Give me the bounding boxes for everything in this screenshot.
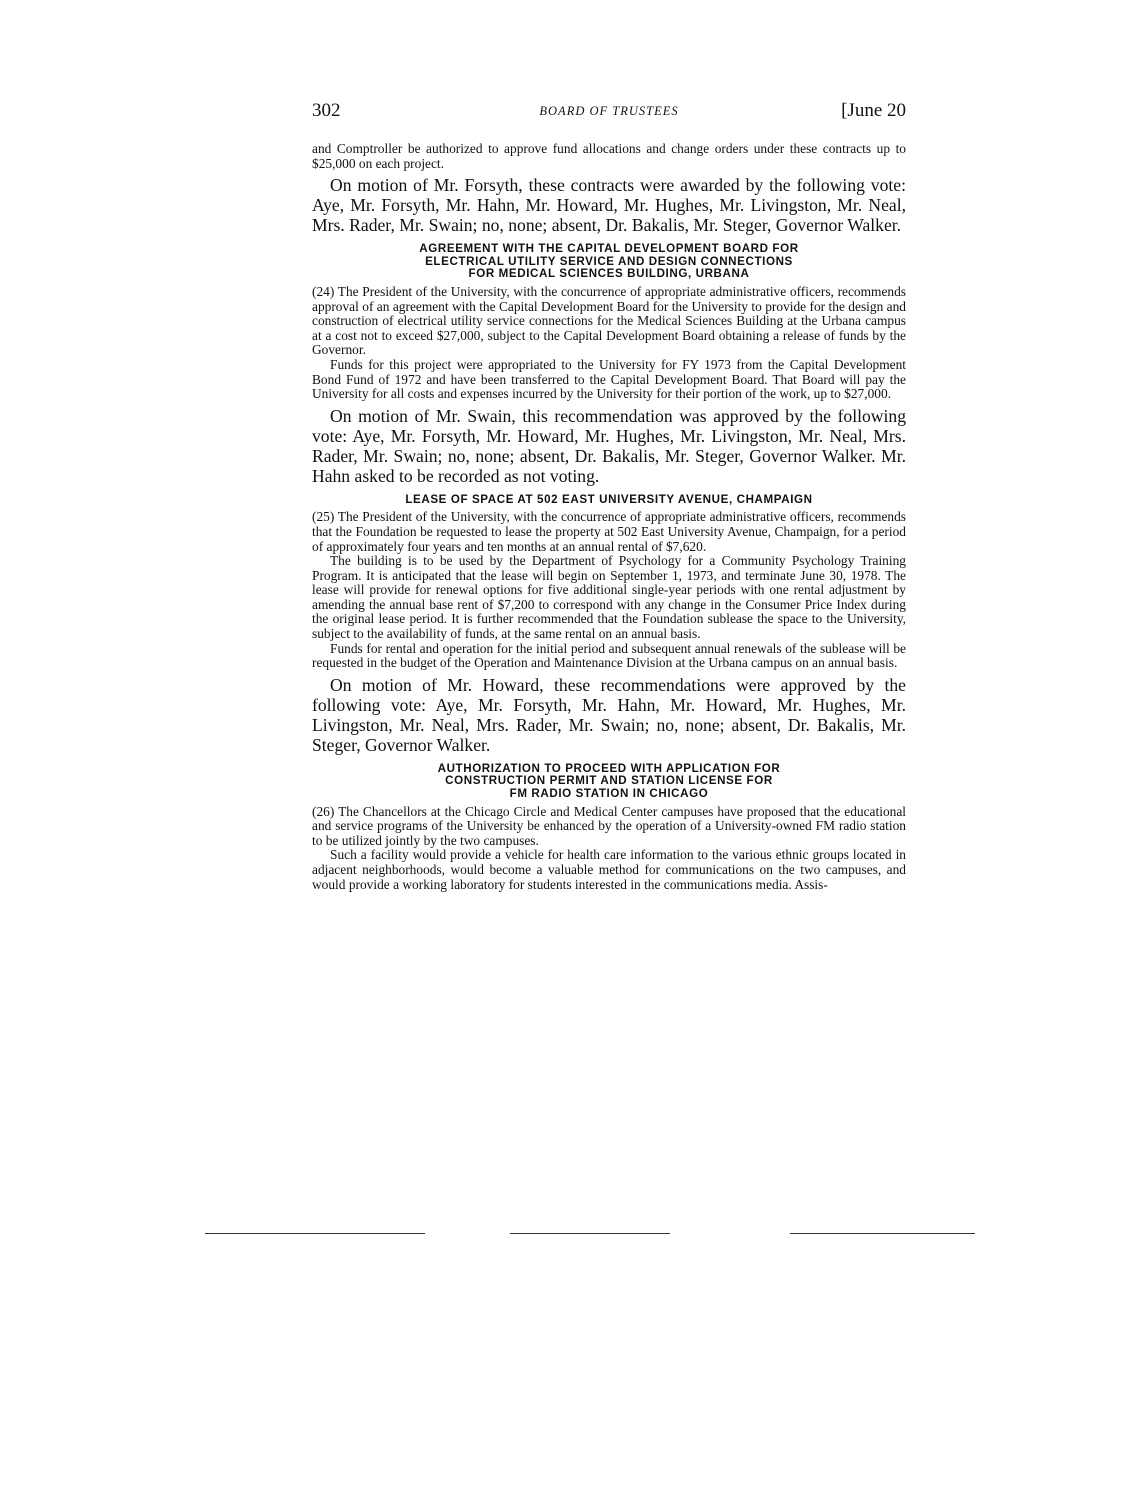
motion-paragraph-swain: On motion of Mr. Swain, this recommendation was approved by the following vote: Aye, Mr. Forsyth, Mr. Howard, Mr. Hughes, Mr. Livingston, Mr. Neal, Mrs. Rader, Mr. Swain; no, none; absent, Dr. Bakalis, Mr. Steger, Governor Walker. Mr. Hahn asked to be recorded as not voting. <box>312 405 906 486</box>
item-26-facility-paragraph: Such a facility would provide a vehicle for health care information to the various ethnic groups located in adjacent neighborhoods, would become a valuable method for communications on the two campuses, and would provide a working laboratory for students interested in the communications media. Assis- <box>312 847 906 892</box>
item-24-funds-paragraph: Funds for this project were appropriated to the University for FY 1973 from the Capital Development Bond Fund of 1972 and have been transferred to the Capital Development Board. That Board will pay the University for all costs and expenses incurred by the University for their portion of the work, up to $27,000. <box>312 356 906 402</box>
page-number: 302 <box>312 100 341 121</box>
heading-line: AUTHORIZATION TO PROCEED WITH APPLICATION FOR <box>437 761 781 775</box>
heading-line: FM RADIO STATION IN CHICAGO <box>509 787 709 801</box>
header-date: [June 20 <box>841 100 906 121</box>
rule-segment <box>510 1233 670 1234</box>
section-heading-26 <box>312 763 906 801</box>
heading-line: CONSTRUCTION PERMIT AND STATION LICENSE FOR <box>445 774 773 788</box>
heading-line: AGREEMENT WITH THE CAPITAL DEVELOPMENT BOARD FOR <box>419 242 799 256</box>
heading-line: ELECTRICAL UTILITY SERVICE AND DESIGN CONNECTIONS <box>425 254 793 268</box>
rule-segment <box>205 1233 425 1234</box>
continuation-paragraph: and Comptroller be authorized to approve fund allocations and change orders under these contracts up to $25,000 on each project. <box>312 141 906 171</box>
section-heading-24 <box>312 243 906 281</box>
heading-line: FOR MEDICAL SCIENCES BUILDING, URBANA <box>468 267 750 281</box>
scan-footer-rules <box>205 1233 975 1239</box>
item-25-paragraph: (25) The President of the University, with the concurrence of appropriate administrative officers, recommends that the Foundation be requested to lease the property at 502 East University Avenue, Champaign, for a period of approximately four years and ten months at an annual rental of $7,620. <box>312 509 906 554</box>
item-24-paragraph: (24) The President of the University, with the concurrence of appropriate administrative officers, recommends approval of an agreement with the Capital Development Board for the University to provide for the design and construction of electrical utility service connections for the Medical Sciences Building at the Urbana campus at a cost not to exceed $27,000, subject to the Capital Development Board obtaining a release of funds by the Governor. <box>312 283 906 358</box>
item-25-funds-paragraph: Funds for rental and operation for the initial period and subsequent annual renewals of the sublease will be requested in the budget of the Operation and Maintenance Division at the Urbana campus on an annual basis. <box>312 640 906 671</box>
document-page <box>312 100 906 892</box>
rule-segment <box>790 1233 975 1234</box>
item-25-building-paragraph: The building is to be used by the Department of Psychology for a Community Psychology Training Program. It is anticipated that the lease will begin on September 1, 1973, and terminate June 30, 1978. The lease will provide for renewal options for five additional single-year periods with one rental adjustment by amending the annual base rent of $7,200 to correspond with any change in the Consumer Price Index during the original lease period. It is further recommended that the Foundation sublease the space to the University, subject to the availability of funds, at the same rental on an annual basis. <box>312 553 906 642</box>
running-head: BOARD OF TRUSTEES <box>539 104 679 118</box>
item-26-paragraph: (26) The Chancellors at the Chicago Circle and Medical Center campuses have proposed that the educational and service programs of the University be enhanced by the operation of a University-owned FM radio station to be utilized jointly by the two campuses. <box>312 803 906 848</box>
section-heading-25 <box>312 494 906 507</box>
motion-paragraph-howard: On motion of Mr. Howard, these recommendations were approved by the following vote: Aye, Mr. Forsyth, Mr. Hahn, Mr. Howard, Mr. Hughes, Mr. Livingston, Mr. Neal, Mrs. Rader, Mr. Swain; no, none; absent, Dr. Bakalis, Mr. Steger, Governor Walker. <box>312 674 906 755</box>
page-header <box>312 100 906 130</box>
motion-paragraph-forsyth: On motion of Mr. Forsyth, these contracts were awarded by the following vote: Aye, Mr. Forsyth, Mr. Hahn, Mr. Howard, Mr. Hughes, Mr. Livingston, Mr. Neal, Mrs. Rader, Mr. Swain; no, none; absent, Dr. Bakalis, Mr. Steger, Governor Walker. <box>312 175 906 236</box>
heading-line: LEASE OF SPACE AT 502 EAST UNIVERSITY AVENUE, CHAMPAIGN <box>405 492 813 506</box>
